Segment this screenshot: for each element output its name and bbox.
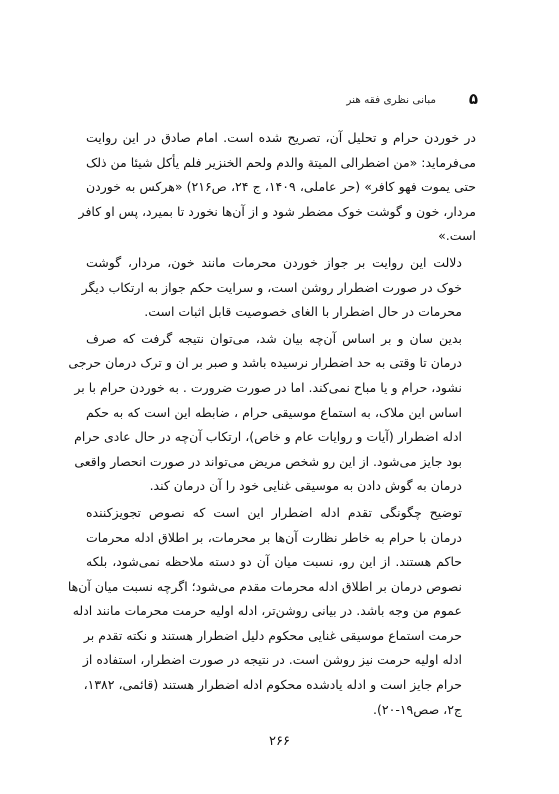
text-line: بود جایز می‌شود. از این رو شخص مریض می‌تواند در صورت انحصار واقعی (74, 453, 462, 469)
text-line: بدین سان و بر اساس آن‌چه بیان شد، می‌توان نتیجه گرفت که صرف (86, 330, 462, 346)
text-line: حرام جایز است و ادله یادشده محکوم ادله اضطرار هستند (قائمی، ۱۳۸۲، (83, 677, 462, 693)
text-line: اساس این ملاک، به استماع موسیقی حرام ، ضابطه این است که به حکم (86, 404, 462, 420)
paragraph-hadith (78, 126, 477, 249)
text-line: دلالت این روایت بر جواز خوردن محرمات مانند خون، مردار، گوشت (86, 254, 462, 270)
text-line: ج۲، صص۱۹-۲۰). (373, 701, 462, 717)
text-line: در خوردن حرام و تحلیل آن، تصریح شده است. امام صادق در این روایت (86, 130, 476, 145)
text-line: توضیح چگونگی تقدم ادله اضطرار این است که نصوص تجویزکننده (86, 504, 462, 520)
text-line: درمان با حرام به خاطر نظارت آن‌ها بر محرمات، بر اطلاق ادله محرمات (86, 529, 462, 545)
text-line: می‌فرماید: «من اضطرالی المیتة والدم ولحم الخنزیر فلم یأکل شیئا من ذلک (86, 154, 476, 170)
text-line: حاکم هستند. از این رو، نسبت میان آن دو دسته ملاحظه نمی‌شود، بلکه (86, 554, 462, 570)
text-line: نشود، حرام و یا مباح نمی‌کند. اما در صورت ضرورت . به خوردن حرام با بر (74, 379, 462, 395)
text-line: محرمات در حال اضطرار با الغای خصوصیت قابل اثبات است. (144, 304, 462, 320)
text-line: است.» (438, 228, 476, 244)
text-line: درمان تا وقتی به حد اضطرار نرسیده باشد و صبر بر ان و ترک درمان حرجی (68, 355, 462, 371)
text-line: حرمت استماع موسیقی غنایی محکوم دلیل اضطرار هستند و نکته تقدم بر (83, 627, 462, 643)
text-line: درمان به گوش دادن به موسیقی غنایی خود را آن درمان کند. (149, 478, 462, 494)
running-header (332, 90, 478, 110)
chapter-number-mark: ۵ (468, 90, 478, 108)
text-line: ادله اضطرار (آیات و روایات عام و خاص)، ارتکاب آن‌چه در حال عادی حرام (74, 429, 462, 445)
text-line: حتی یموت فهو کافر» (حر عاملی، ۱۴۰۹، ج ۲۴، ص۲۱۶) «هرکس به خوردن (86, 179, 477, 195)
paragraph-explanation (67, 501, 476, 722)
text-line: نصوص درمان بر اطلاق ادله محرمات مقدم می‌شود؛ اگرچه نسبت میان آن‌ها (67, 578, 462, 594)
paragraph-implication (81, 251, 476, 325)
running-title: مبانی نظری فقه هنر (346, 94, 436, 106)
text-line: خوک در صورت اضطرار روشن است، و سرایت حکم جواز به ارتکاب دیگر (81, 279, 462, 295)
text-line: ادله اولیه حرمت نیز روشن است. در نتیجه در صورت اضطرار، استفاده از (82, 652, 462, 668)
text-line: عموم من وجه باشد. در بیانی روشن‌تر، ادله اولیه حرمت محرمات مانند ادله (72, 603, 462, 619)
body-text (67, 126, 477, 722)
page-number: ۲۶۶ (269, 734, 290, 749)
paragraph-conclusion (68, 327, 476, 499)
text-line: مردار، خون و گوشت خوک مضطر شود و از آن‌ها نخورد تا بمیرد، پس او کافر (78, 203, 476, 219)
